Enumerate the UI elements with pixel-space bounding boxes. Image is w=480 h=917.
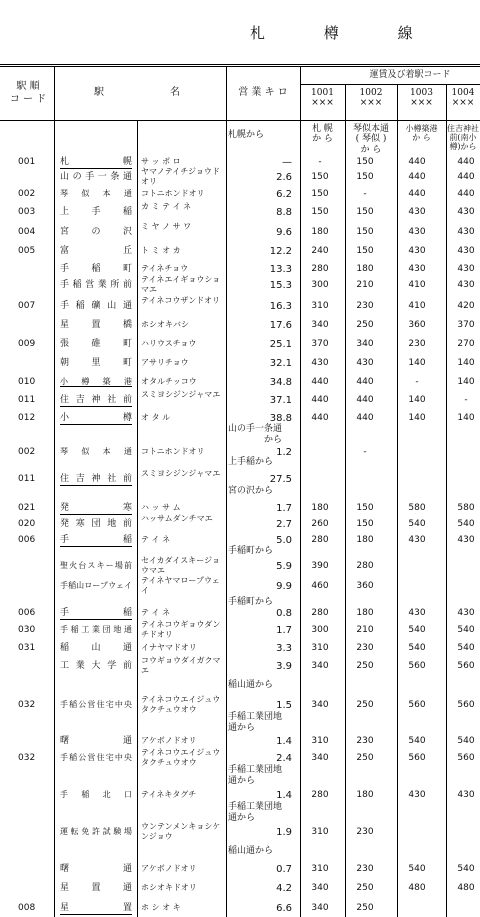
fare-mark: ×××: [451, 98, 475, 109]
operating-km: 0.8: [276, 608, 292, 619]
fare-value: 430: [457, 227, 475, 237]
station-name: 琴 似 本 通: [60, 447, 132, 456]
operating-km: 34.8: [269, 377, 292, 388]
station-kana: カ ミ テ イ ネ: [141, 202, 192, 211]
station-name: 上 手 稲: [60, 207, 132, 217]
station-code: 006: [18, 608, 36, 618]
operating-km: 6.2: [276, 189, 292, 200]
km-header: 営 業 キ ロ: [238, 87, 288, 98]
operating-km: 4.2: [276, 883, 292, 894]
station-code: 003: [18, 207, 36, 217]
station-kana: ハリウスチョウ: [141, 339, 197, 348]
fare-value: 440: [356, 377, 374, 387]
station-name: 発 寒: [60, 503, 132, 513]
station-name: 張 碓 町: [60, 339, 132, 349]
fare-value: -: [415, 377, 419, 387]
fare-value: 250: [356, 903, 374, 913]
fare-code-header: [446, 88, 480, 109]
station-code: 002: [18, 189, 36, 199]
fare-value: 410: [408, 301, 426, 311]
station-kana: ト ミ オ カ: [141, 246, 181, 255]
station-code: 021: [18, 503, 36, 513]
station-name: 手 稲: [60, 608, 132, 618]
title-char: 線: [397, 24, 413, 42]
fare-group-header: 運賃及び着駅コード: [369, 70, 451, 80]
operating-km: 27.5: [269, 474, 292, 485]
operating-km: 25.1: [269, 339, 292, 350]
origin-label: 手稲町から: [228, 546, 274, 556]
station-code: 002: [18, 447, 36, 457]
station-code: 032: [18, 700, 36, 710]
fare-value: 180: [356, 535, 374, 545]
fare-value: 430: [408, 608, 426, 618]
operating-km: 15.3: [269, 280, 292, 291]
station-code: 032: [18, 753, 36, 763]
fare-value: 310: [311, 864, 329, 874]
fare-value: 140: [408, 395, 426, 405]
station-name: 手 稲: [60, 535, 132, 545]
fare-station-header: 琴似本通 ( 琴似 ) か ら: [352, 124, 389, 155]
station-kana: テイネコウギョウダンチドオリ: [141, 620, 221, 639]
fare-value: 340: [311, 320, 329, 330]
station-code: 005: [18, 246, 36, 256]
fare-value: 260: [311, 519, 329, 529]
operating-km: 1.9: [276, 827, 292, 838]
station-name: 星 置: [60, 903, 132, 913]
station-kana: オ タ ル: [141, 413, 171, 422]
fare-value: 230: [356, 827, 374, 837]
fare-value: 480: [408, 883, 426, 893]
station-kana: テイネキタグチ: [141, 790, 197, 799]
fare-value: 480: [457, 883, 475, 893]
station-code: 004: [18, 227, 36, 237]
fare-value: 230: [356, 643, 374, 653]
fare-value: 560: [408, 753, 426, 763]
station-code: 010: [18, 377, 36, 387]
operating-km: 8.8: [276, 207, 292, 218]
fare-value: 250: [356, 661, 374, 671]
fare-value: 140: [457, 377, 475, 387]
fare-value: 430: [457, 280, 475, 290]
fare-value: 430: [457, 535, 475, 545]
origin-label: 手稲町から: [228, 597, 274, 607]
station-kana: オタルチッコウ: [141, 377, 197, 386]
operating-km: 6.6: [276, 903, 292, 914]
station-kana: ハッサムダンチマエ: [141, 514, 213, 523]
operating-km: 9.9: [276, 581, 292, 592]
operating-km: 1.4: [276, 736, 292, 747]
fare-value: 540: [408, 625, 426, 635]
fare-value: 440: [457, 157, 475, 167]
fare-value: 300: [311, 625, 329, 635]
page-title: [250, 22, 413, 43]
fare-value: 180: [356, 608, 374, 618]
origin-label: 札幌から: [228, 130, 265, 140]
fare-value: 540: [408, 864, 426, 874]
fare-value: 430: [457, 207, 475, 217]
fare-value: 150: [356, 207, 374, 217]
fare-value: 280: [356, 561, 374, 571]
operating-km: 2.4: [276, 753, 292, 764]
station-code: 011: [18, 474, 36, 484]
fare-value: 180: [356, 790, 374, 800]
fare-value: 430: [408, 207, 426, 217]
station-code: 008: [18, 903, 36, 913]
operating-km: 16.3: [269, 301, 292, 312]
station-header-1: 駅: [94, 87, 104, 98]
fare-value: 230: [356, 736, 374, 746]
column-rule: [226, 66, 227, 917]
station-name: 手 稲 北 口: [60, 790, 132, 799]
fare-value: 360: [408, 320, 426, 330]
station-kana: コトニホンドオリ: [141, 189, 205, 198]
fare-value: 210: [356, 280, 374, 290]
station-kana: アケボノドオリ: [141, 736, 197, 745]
operating-km: 1.7: [276, 625, 292, 636]
station-name: 発寒団地前: [60, 519, 132, 529]
operating-km: 1.2: [276, 447, 292, 458]
station-kana: ホシオキドオリ: [141, 883, 197, 892]
fare-station-header: 小樽築港 か ら: [405, 124, 438, 143]
code-header-line: 駅 順: [16, 81, 40, 92]
fare-value: 430: [408, 246, 426, 256]
origin-label: 山の手一条通 から: [228, 424, 283, 445]
station-kana: テイネエイギョウショマエ: [141, 275, 221, 294]
fare-value: 560: [457, 700, 475, 710]
fare-value: 540: [408, 736, 426, 746]
fare-value: 310: [311, 827, 329, 837]
fare-value: 430: [408, 790, 426, 800]
fare-value: 270: [457, 339, 475, 349]
fare-value: 300: [311, 280, 329, 290]
fare-value: 280: [311, 535, 329, 545]
fare-value: 230: [408, 339, 426, 349]
fare-value: 150: [356, 157, 374, 167]
column-rule: [137, 120, 138, 917]
fare-value: 340: [311, 883, 329, 893]
fare-station-header: 住吉神社 前(南小 樽)から: [447, 124, 479, 152]
station-kana: ホシオキバシ: [141, 320, 189, 329]
station-kana: サ ッ ポ ロ: [141, 157, 181, 166]
station-name: 琴 似 本 通: [60, 189, 132, 198]
fare-value: 430: [457, 264, 475, 274]
station-name: 小 樽 築 港: [60, 377, 132, 386]
fare-value: 430: [457, 246, 475, 256]
station-name: 手稲工業団地通: [60, 625, 132, 634]
fare-value: 540: [457, 736, 475, 746]
operating-km: 3.3: [276, 643, 292, 654]
operating-km: 9.6: [276, 227, 292, 238]
fare-value: 560: [408, 661, 426, 671]
operating-km: 0.7: [276, 864, 292, 875]
fare-value: 430: [457, 608, 475, 618]
fare-value: -: [363, 189, 367, 199]
fare-value: 180: [311, 227, 329, 237]
fare-value: 180: [356, 264, 374, 274]
station-name: 手 稲 町: [60, 264, 132, 274]
station-code: 012: [18, 413, 36, 423]
operating-km: —: [282, 157, 292, 168]
station-name: 住吉神社前: [60, 474, 132, 484]
fare-value: 250: [356, 320, 374, 330]
station-name: 運転免許試験場: [60, 827, 132, 836]
origin-label: 上手稲から: [228, 457, 274, 467]
fare-value: -: [318, 157, 322, 167]
operating-km: 2.7: [276, 519, 292, 530]
station-name: 富 丘: [60, 246, 132, 256]
fare-value: 150: [356, 246, 374, 256]
origin-label: 手稲工業団地 通から: [228, 802, 283, 823]
fare-value: 540: [408, 519, 426, 529]
code-header: [4, 80, 52, 106]
fare-value: 420: [457, 301, 475, 311]
operating-km: 5.0: [276, 535, 292, 546]
fare-value: 150: [356, 172, 374, 182]
fare-value: 440: [311, 395, 329, 405]
fare-code-header: [397, 88, 446, 109]
fare-value: 540: [408, 643, 426, 653]
fare-value: 140: [408, 413, 426, 423]
fare-value: 440: [408, 157, 426, 167]
station-name: 星 置 通: [60, 883, 132, 893]
operating-km: 17.6: [269, 320, 292, 331]
fare-value: 580: [408, 503, 426, 513]
station-kana: スミヨシジンジャマエ: [141, 390, 221, 399]
fare-station-header: 札 幌 か ら: [312, 124, 333, 145]
station-name: 手稲山ロープウェイ: [60, 581, 132, 590]
fare-value: 540: [457, 625, 475, 635]
station-kana: イナヤマドオリ: [141, 643, 197, 652]
station-name: 山の手一条通: [60, 172, 132, 182]
fare-value: 340: [311, 700, 329, 710]
fare-value: 340: [311, 903, 329, 913]
fare-value: 150: [356, 227, 374, 237]
station-name: 聖火台スキー場前: [60, 561, 132, 570]
station-code: 007: [18, 301, 36, 311]
station-name: 曙 通: [60, 736, 132, 746]
station-code: 006: [18, 535, 36, 545]
station-name: 手稲公営住宅中央: [60, 753, 132, 762]
fare-value: 140: [457, 358, 475, 368]
station-code: 001: [18, 157, 36, 167]
station-name: 小 樽: [60, 413, 132, 423]
fare-value: 370: [311, 339, 329, 349]
title-char: 札: [250, 24, 266, 42]
origin-label: 稲山通から: [228, 680, 274, 690]
fare-mark: ×××: [359, 98, 383, 109]
fare-code: 1001: [311, 88, 334, 98]
station-name: 星 置 橋: [60, 320, 132, 330]
fare-value: 540: [457, 864, 475, 874]
operating-km: 32.1: [269, 358, 292, 369]
station-name: 手稲営業所前: [60, 280, 132, 290]
fare-value: 440: [408, 172, 426, 182]
operating-km: 1.4: [276, 790, 292, 801]
fare-value: 410: [408, 280, 426, 290]
fare-value: 140: [408, 358, 426, 368]
header-bottom-rule: [0, 120, 480, 121]
station-name: 宮 の 沢: [60, 227, 132, 237]
fare-value: 440: [311, 413, 329, 423]
fare-value: 250: [356, 883, 374, 893]
station-kana: ミ ヤ ノ サ ワ: [141, 222, 192, 231]
station-kana: ヤマノテイチジョウドオリ: [141, 167, 220, 186]
station-kana: アケボノドオリ: [141, 864, 197, 873]
fare-code: 1003: [410, 88, 433, 98]
station-name: 手稲礦山通: [60, 301, 132, 311]
fare-value: 370: [457, 320, 475, 330]
fare-value: 180: [311, 503, 329, 513]
fare-value: 440: [457, 189, 475, 199]
fare-value: 460: [311, 581, 329, 591]
station-kana: アサリチョウ: [141, 358, 189, 367]
origin-label: 手稲工業団地 通から: [228, 765, 283, 786]
fare-value: 210: [356, 625, 374, 635]
station-code: 020: [18, 519, 36, 529]
fare-group-rule: [300, 84, 480, 85]
origin-label: 稲山通から: [228, 846, 274, 856]
title-band: [0, 0, 480, 65]
table-top-rule: [0, 66, 480, 67]
fare-value: 430: [408, 264, 426, 274]
fare-value: 340: [356, 339, 374, 349]
fare-value: 580: [457, 503, 475, 513]
station-header-2: 名: [170, 87, 180, 98]
station-kana: ホ シ オ キ: [141, 903, 181, 912]
station-name: 稲 山 通: [60, 643, 132, 653]
fare-value: 340: [311, 661, 329, 671]
fare-value: 230: [356, 864, 374, 874]
fare-code: 1002: [359, 88, 383, 98]
fare-value: 310: [311, 736, 329, 746]
station-kana: テイネヤマロープウェイ: [141, 576, 220, 595]
fare-value: 440: [356, 413, 374, 423]
fare-value: 430: [457, 790, 475, 800]
station-code: 030: [18, 625, 36, 635]
fare-value: 430: [408, 535, 426, 545]
station-kana: セイカダイスキージョウマエ: [141, 556, 220, 575]
station-kana: テイネコウエイジュウタクチュウオウ: [141, 695, 221, 714]
station-kana: ウンテンメンキョシケンジョウ: [141, 822, 221, 841]
origin-label: 手稲工業団地 通から: [228, 712, 283, 733]
fare-value: 340: [311, 753, 329, 763]
station-code: 009: [18, 339, 36, 349]
fare-value: 540: [457, 519, 475, 529]
code-header-line: コ ー ド: [9, 94, 47, 105]
station-name: 手稲公営住宅中央: [60, 700, 132, 709]
fare-value: 390: [311, 561, 329, 571]
fare-value: 280: [311, 264, 329, 274]
fare-value: 430: [408, 227, 426, 237]
station-kana: スミヨシジンジャマエ: [141, 469, 221, 478]
operating-km: 13.3: [269, 264, 292, 275]
fare-value: 560: [457, 661, 475, 671]
fare-value: 560: [457, 753, 475, 763]
fare-mark: ×××: [410, 98, 433, 109]
fare-value: 430: [311, 358, 329, 368]
station-kana: テ イ ネ: [141, 608, 171, 617]
fare-value: 240: [311, 246, 329, 256]
fare-value: 430: [356, 358, 374, 368]
station-name: 曙 通: [60, 864, 132, 874]
fare-code-header: [345, 88, 397, 109]
fare-code: 1004: [451, 88, 475, 98]
station-code: 031: [18, 643, 36, 653]
origin-label: 宮の沢から: [228, 486, 274, 496]
fare-value: 280: [311, 608, 329, 618]
fare-value: 310: [311, 301, 329, 311]
station-name: 住吉神社前: [60, 395, 132, 405]
fare-value: 310: [311, 643, 329, 653]
fare-value: 360: [356, 581, 374, 591]
fare-value: -: [363, 447, 367, 457]
column-rule: [54, 66, 55, 917]
title-char: 樽: [323, 24, 339, 42]
fare-value: 440: [356, 395, 374, 405]
fare-value: 280: [311, 790, 329, 800]
fare-value: 150: [356, 503, 374, 513]
operating-km: 2.6: [276, 172, 292, 183]
fare-value: 560: [408, 700, 426, 710]
operating-km: 5.9: [276, 561, 292, 572]
fare-value: 250: [356, 753, 374, 763]
fare-value: 250: [356, 700, 374, 710]
station-code: 011: [18, 395, 36, 405]
fare-value: 150: [311, 207, 329, 217]
operating-km: 1.7: [276, 503, 292, 514]
station-kana: テイネコウザンドオリ: [141, 296, 220, 305]
fare-value: 150: [311, 172, 329, 182]
station-kana: テイネチョウ: [141, 264, 189, 273]
fare-value: 540: [457, 643, 475, 653]
station-kana: テイネコウエイジュウタクチュウオウ: [141, 748, 221, 767]
station-name: 朝 里 町: [60, 358, 132, 368]
station-kana: テ イ ネ: [141, 535, 171, 544]
fare-value: 140: [457, 413, 475, 423]
operating-km: 12.2: [269, 246, 292, 257]
station-kana: コトニホンドオリ: [141, 447, 205, 456]
fare-value: 440: [408, 189, 426, 199]
fare-value: 150: [356, 519, 374, 529]
station-name: 札 幌: [60, 157, 132, 167]
fare-value: 150: [311, 189, 329, 199]
fare-value: 440: [311, 377, 329, 387]
operating-km: 37.1: [269, 395, 292, 406]
fare-value: 230: [356, 301, 374, 311]
operating-km: 38.8: [269, 413, 292, 424]
fare-value: -: [464, 395, 468, 405]
operating-km: 3.9: [276, 661, 292, 672]
fare-code-header: [300, 88, 345, 109]
operating-km: 1.5: [276, 700, 292, 711]
fare-value: 440: [457, 172, 475, 182]
fare-mark: ×××: [311, 98, 334, 109]
station-name: 工業大学前: [60, 661, 132, 671]
station-kana: ハ ッ サ ム: [141, 503, 181, 512]
station-kana: コウギョウダイガクマエ: [141, 656, 221, 675]
